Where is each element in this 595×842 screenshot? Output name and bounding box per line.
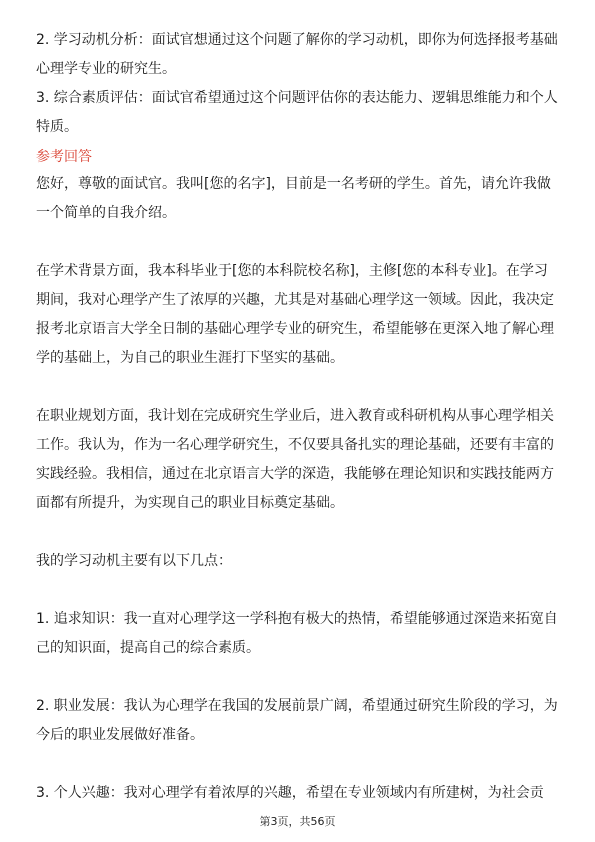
paragraph-spacer: [36, 228, 560, 257]
document-body: [36, 26, 560, 808]
page-number-footer: 第3页，共56页: [259, 815, 336, 828]
paragraph-academic-background: 在学术背景方面，我本科毕业于[您的本科院校名称]，主修[您的本科专业]。在学习期间，我对心理学产生了浓厚的兴趣，尤其是对基础心理学这一领域。因此，我决定报考北京语言大学全日制的基础心理学专业的研究生，希望能够在更深入地了解心理学的基础上，为自己的职业生涯打下坚实的基础。: [36, 263, 554, 366]
paragraph-motivation-analysis: 2. 学习动机分析：面试官想通过这个问题了解你的学习动机，即你为何选择报考基础心理学专业的研究生。: [36, 32, 558, 77]
list-item-career-development: 2. 职业发展：我认为心理学在我国的发展前景广阔，希望通过研究生阶段的学习，为今后的职业发展做好准备。: [36, 698, 558, 743]
paragraph-motives-intro: 我的学习动机主要有以下几点：: [36, 553, 232, 569]
paragraph-spacer: [36, 576, 560, 605]
list-item-personal-interest: 3. 个人兴趣：我对心理学有着浓厚的兴趣，希望在专业领域内有所建树，为社会贡: [36, 785, 544, 801]
paragraph-spacer: [36, 373, 560, 402]
paragraph-career-plan: 在职业规划方面，我计划在完成研究生学业后，进入教育或科研机构从事心理学相关工作。我认为，作为一名心理学研究生，不仅要具备扎实的理论基础，还要有丰富的实践经验。我相信，通过在北京语言大学的深造，我能够在理论知识和实践技能两方面都有所提升，为实现自己的职业目标奠定基础。: [36, 408, 554, 511]
paragraph-spacer: [36, 663, 560, 692]
section-heading-reference-answer: 参考回答: [36, 149, 92, 165]
paragraph-spacer: [36, 518, 560, 547]
paragraph-greeting: 您好，尊敬的面试官。我叫[您的名字]，目前是一名考研的学生。首先，请允许我做一个简单的自我介绍。: [36, 176, 551, 221]
paragraph-spacer: [36, 750, 560, 779]
list-item-pursue-knowledge: 1. 追求知识：我一直对心理学这一学科抱有极大的热情，希望能够通过深造来拓宽自己的知识面，提高自己的综合素质。: [36, 611, 558, 656]
paragraph-quality-assessment: 3. 综合素质评估：面试官希望通过这个问题评估你的表达能力、逻辑思维能力和个人特质。: [36, 90, 558, 135]
